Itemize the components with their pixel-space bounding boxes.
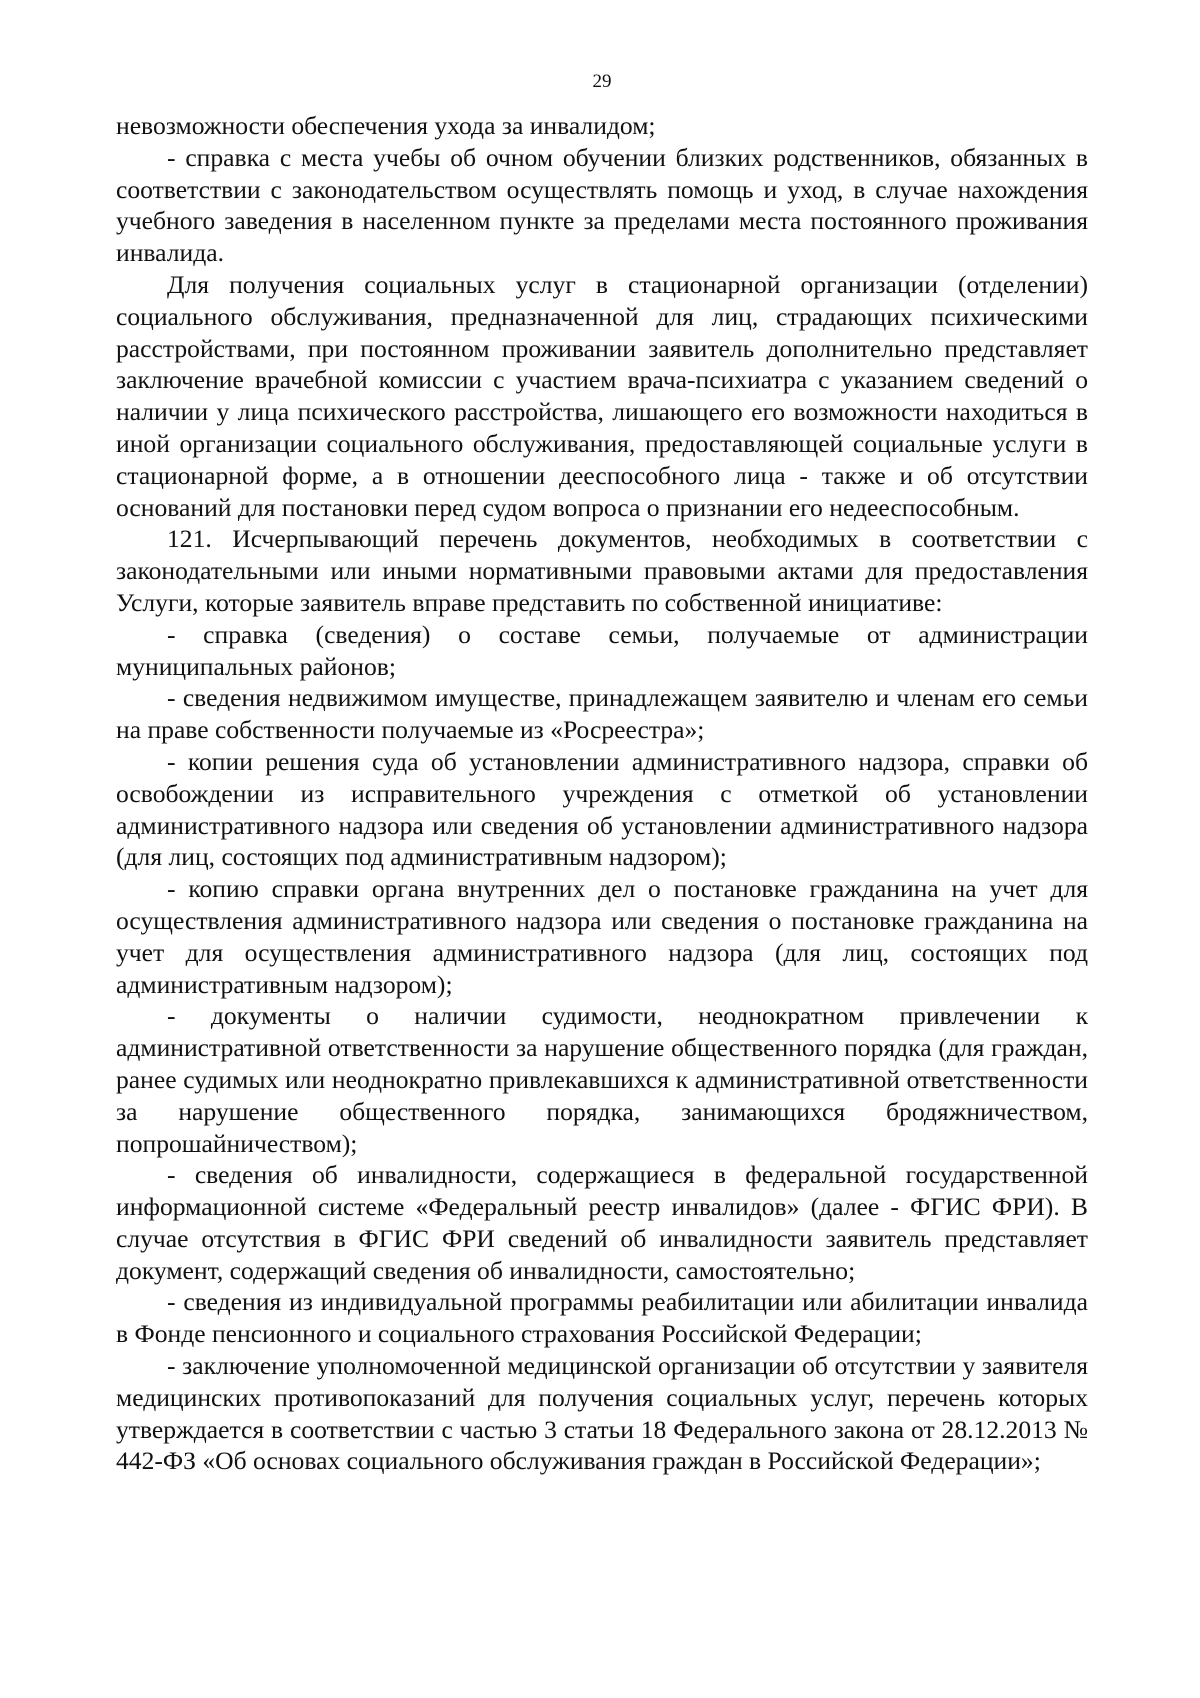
list-item-disability-info: - сведения об инвалидности, содержащиеся в федеральной государственной информационной системе «Федеральный реестр инвалидов» (далее - ФГИС ФРИ). В случае отсутствия в ФГИС ФРИ сведений об инвалидности заявитель представляет документ, содержащий сведения об инвалидности, самостоятельно; <box>116 1160 1088 1285</box>
list-item-family-certificate: - справка (сведения) о составе семьи, получаемые от администрации муниципальных районов; <box>116 619 1088 681</box>
list-item-police-certificate: - копию справки органа внутренних дел о постановке гражданина на учет для осуществления административного надзора или сведения о постановке гражданина на учет для осуществления административного надзора (для лиц, состоящих под административным надзором); <box>116 874 1088 999</box>
list-item-real-estate: - сведения недвижимом имуществе, принадлежащем заявителю и членам его семьи на праве собственности получаемые из «Росреестра»; <box>116 683 1088 745</box>
list-item-rehabilitation-program: - сведения из индивидуальной программы реабилитации или абилитации инвалида в Фонде пенсионного и социального страхования Российской Федерации; <box>116 1287 1088 1349</box>
list-item-medical-conclusion: - заключение уполномоченной медицинской организации об отсутствии у заявителя медицинских противопоказаний для получения социальных услуг, перечень которых утверждается в соответствии с частью 3 статьи 18 Федерального закона от 28.12.2013 № 442-ФЗ «Об основах социального обслуживания граждан в Российской Федерации»; <box>116 1351 1088 1476</box>
document-page <box>116 70 1088 1477</box>
page-number: 29 <box>592 71 612 92</box>
paragraph-psychiatric-conclusion: Для получения социальных услуг в стационарной организации (отделении) социального обслуживания, предназначенной для лиц, страдающих психическими расстройствами, при постоянном проживании заявитель дополнительно представляет заключение врачебной комиссии с участием врача-психиатра с указанием сведений о наличии у лица психического расстройства, лишающего его возможности находиться в иной организации социального обслуживания, предоставляющей социальные услуги в стационарной форме, а в отношении дееспособного лица - также и об отсутствии оснований для постановки перед судом вопроса о признании его недееспособным. <box>116 269 1088 522</box>
list-item-court-decision: - копии решения суда об установлении административного надзора, справки об освобождении из исправительного учреждения с отметкой об установлении административного надзора или сведения об установлении административного надзора (для лиц, состоящих под административным надзором); <box>116 746 1088 872</box>
paragraph-study-certificate: - справка с места учебы об очном обучении близких родственников, обязанных в соответствии с законодательством осуществлять помощь и уход, в случае нахождения учебного заведения в населенном пункте за пределами места постоянного проживания инвалида. <box>116 142 1088 268</box>
paragraph-continuation: невозможности обеспечения ухода за инвалидом; <box>116 111 656 140</box>
list-item-criminal-record: - документы о наличии судимости, неоднократном привлечении к административной ответственности за нарушение общественного порядка (для граждан, ранее судимых или неоднократно привлекавшихся к административной ответственности за нарушение общественного порядка, занимающихся бродяжничеством, попрошайничеством); <box>116 1001 1088 1158</box>
paragraph-clause-121: 121. Исчерпывающий перечень документов, необходимых в соответствии с законодательными или иными нормативными правовыми актами для предоставления Услуги, которые заявитель вправе представить по собственной инициативе: <box>116 524 1088 617</box>
